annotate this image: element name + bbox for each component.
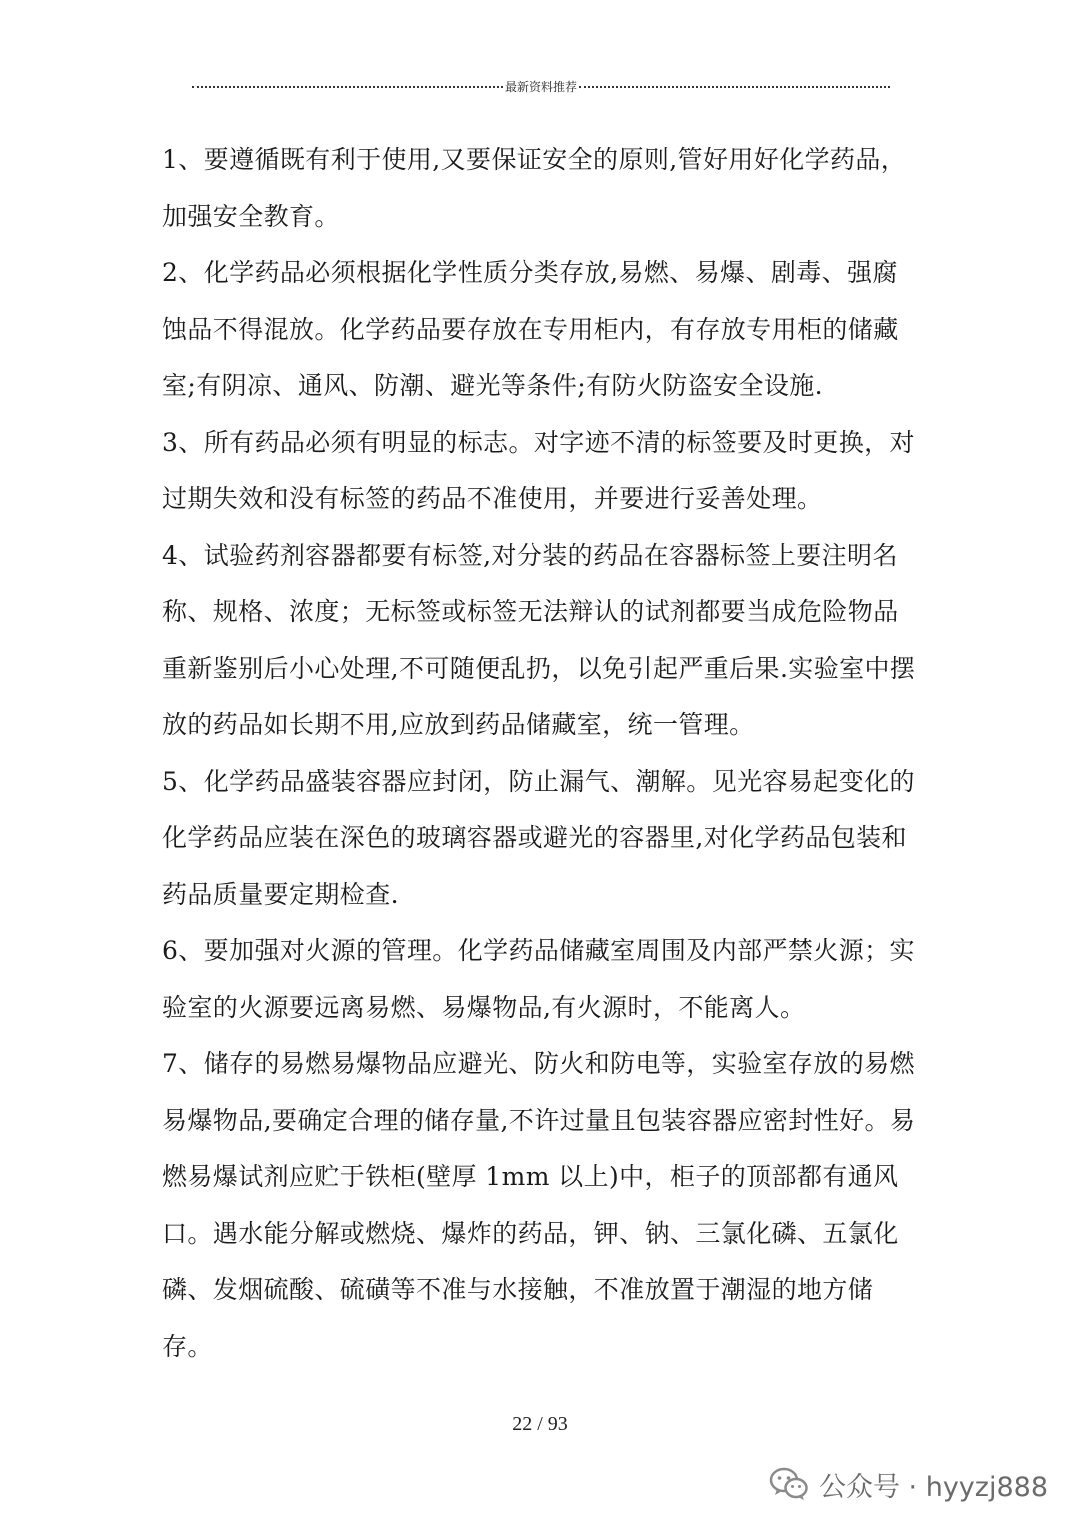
document-body [162, 132, 918, 1375]
paragraph-1: 1、要遵循既有利于使用,又要保证安全的原则,管好用好化学药品，加强安全教育。 [162, 145, 907, 231]
paragraph-6: 6、要加强对火源的管理。化学药品储藏室周围及内部严禁火源；实验室的火源要远离易燃、易爆物品,有火源时，不能离人。 [162, 936, 915, 1022]
paragraph-2: 2、化学药品必须根据化学性质分类存放,易燃、易爆、剧毒、强腐蚀品不得混放。化学药品要存放在专用柜内，有存放专用柜的储藏室;有阴凉、通风、防潮、避光等条件;有防火防盗安全设施. [162, 258, 899, 400]
header-dotted-rule-left [192, 86, 503, 88]
paragraph-3: 3、所有药品必须有明显的标志。对字迹不清的标签要及时更换，对过期失效和没有标签的药品不准使用，并要进行妥善处理。 [162, 427, 915, 513]
page-header [192, 76, 890, 96]
paragraph-4: 4、试验药剂容器都要有标签,对分装的药品在容器标签上要注明名称、规格、浓度；无标签或标签无法辩认的试剂都要当成危险物品重新鉴别后小心处理,不可随便乱扔，以免引起严重后果.实验室中摆放的药品如长期不用,应放到药品储藏室，统一管理。 [162, 540, 916, 739]
wechat-icon [769, 1467, 809, 1501]
watermark-text: 公众号 · hyyzj888 [818, 1471, 1048, 1503]
watermark [769, 1462, 1048, 1506]
header-dotted-rule-right [579, 86, 890, 88]
page-number: 22 / 93 [512, 1413, 568, 1435]
paragraph-7: 7、储存的易燃易爆物品应避光、防火和防电等，实验室存放的易燃易爆物品,要确定合理的储存量,不许过量且包装容器应密封性好。易燃易爆试剂应贮于铁柜(壁厚 1mm 以上)中，柜子的顶部都有通风口。遇水能分解或燃烧、爆炸的药品，钾、钠、三氯化磷、五氯化磷、发烟硫酸、硫磺等不准与水接触，不准放置于潮湿的地方储存。 [162, 1049, 916, 1361]
header-title: 最新资料推荐 [505, 79, 578, 94]
paragraph-5: 5、化学药品盛装容器应封闭，防止漏气、潮解。见光容易起变化的化学药品应装在深色的玻璃容器或避光的容器里,对化学药品包装和药品质量要定期检查. [162, 766, 915, 909]
